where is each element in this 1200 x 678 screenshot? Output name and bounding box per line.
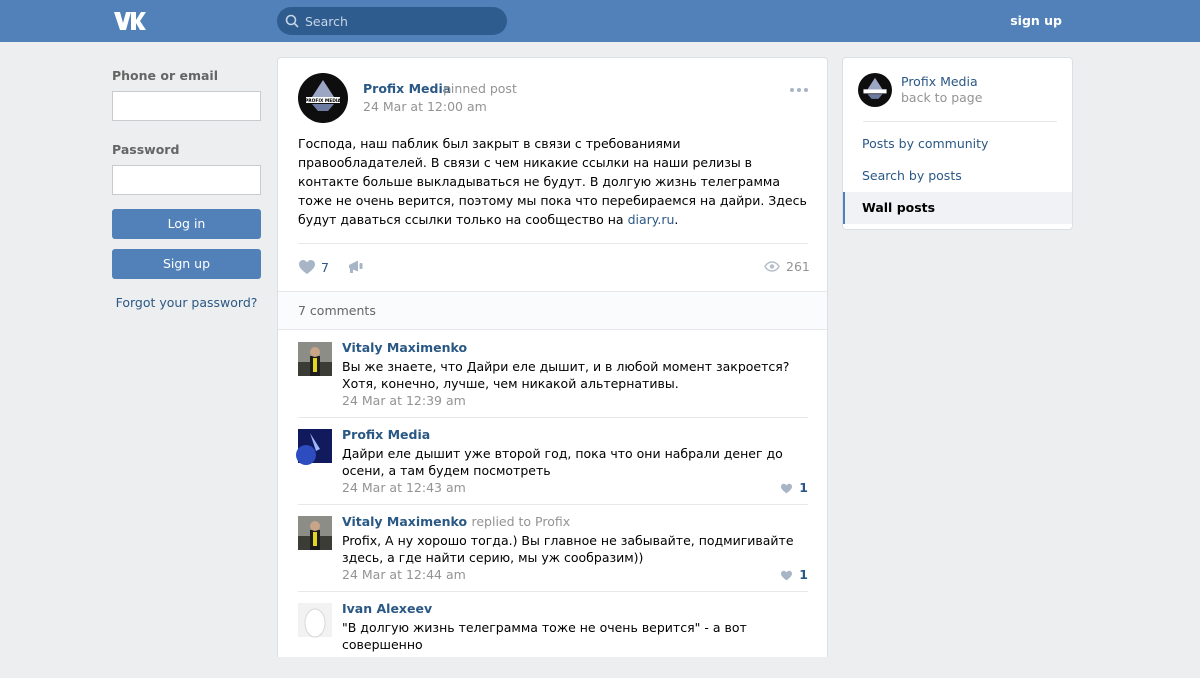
comment-author[interactable]: Profix Media bbox=[342, 427, 431, 442]
profix-logo-icon bbox=[298, 73, 348, 123]
views-icon bbox=[764, 261, 780, 272]
comment-avatar[interactable] bbox=[298, 516, 332, 550]
post-author[interactable]: Profix Media bbox=[363, 81, 452, 96]
comment-text: Дайри еле дышит уже второй год, пока что они набрали денег до осени, а там будем посмотреть bbox=[342, 446, 783, 478]
comment-item bbox=[298, 330, 808, 417]
pinned-label: pinned post bbox=[443, 81, 517, 96]
comment-text: "В долгую жизнь телеграмма тоже не очень верится" - а вот совершенно bbox=[342, 620, 747, 652]
more-options-icon[interactable] bbox=[789, 87, 809, 93]
comment-date[interactable]: 24 Mar at 12:44 am bbox=[342, 567, 466, 582]
forgot-password-link[interactable]: Forgot your password? bbox=[115, 295, 258, 310]
wall-post bbox=[277, 57, 828, 657]
comment-item bbox=[298, 417, 808, 504]
phone-email-field[interactable] bbox=[112, 91, 261, 121]
sidebar-divider bbox=[863, 121, 1057, 122]
sidebar-community-name[interactable]: Profix Media bbox=[901, 74, 978, 89]
like-icon bbox=[780, 570, 793, 581]
community-sidebar bbox=[842, 57, 1073, 230]
search-icon bbox=[285, 14, 299, 28]
sidebar-item-search-by-posts[interactable]: Search by posts bbox=[862, 168, 962, 183]
share-icon[interactable] bbox=[347, 259, 365, 275]
profix-logo-icon bbox=[858, 73, 892, 107]
signup-button[interactable]: Sign up bbox=[112, 249, 261, 279]
comment-item bbox=[298, 504, 808, 591]
comment-author[interactable]: Vitaly Maximenko bbox=[342, 340, 468, 355]
comment-author[interactable]: Ivan Alexeev bbox=[342, 601, 433, 616]
comment-avatar[interactable] bbox=[298, 342, 332, 376]
comment-item bbox=[298, 591, 808, 678]
login-form bbox=[112, 68, 261, 310]
comment-text: Вы же знаете, что Дайри еле дышит, и в любой момент закроется? Хотя, конечно, лучше, чем никакой альтернативы. bbox=[342, 359, 790, 391]
top-header bbox=[0, 0, 1200, 42]
sidebar-avatar[interactable] bbox=[858, 73, 892, 107]
comment-like[interactable]: 1 bbox=[780, 567, 808, 582]
like-icon bbox=[780, 483, 793, 494]
password-field[interactable] bbox=[112, 165, 261, 195]
login-button[interactable]: Log in bbox=[112, 209, 261, 239]
vk-logo-icon[interactable] bbox=[112, 10, 146, 32]
comment-avatar[interactable] bbox=[298, 429, 332, 463]
replied-to-label[interactable]: replied to Profix bbox=[471, 514, 571, 529]
comment-avatar[interactable] bbox=[298, 603, 332, 637]
avatar-logo-text: PROFIX MEDIA bbox=[305, 98, 341, 104]
like-count[interactable]: 7 bbox=[321, 260, 329, 275]
post-text: Господа, наш паблик был закрыт в связи с требованиями правообладателей. В связи с чем никакие ссылки на наши релизы в контакте больше выкладываться не будут. В долгую жизнь телеграмма тоже не очень верится, поэтому мы пока что перебираемся на дайри. Здесь будут даваться ссылки только на сообщество на diary.ru. bbox=[298, 136, 807, 227]
comment-author[interactable]: Vitaly Maximenko replied to Profix bbox=[342, 514, 571, 529]
header-signup-link[interactable]: sign up bbox=[1010, 13, 1062, 28]
search-input[interactable] bbox=[305, 7, 500, 35]
comment-like[interactable]: 1 bbox=[780, 480, 808, 495]
comment-date[interactable]: 24 Mar at 12:39 am bbox=[342, 393, 466, 408]
phone-label: Phone or email bbox=[112, 68, 218, 83]
comment-text: Profix, А ну хорошо тогда.) Вы главное не забывайте, подмигивайте здесь, а где найти серию, мы уж сообразим)) bbox=[342, 533, 794, 565]
back-to-page-link[interactable]: back to page bbox=[901, 90, 983, 105]
diary-link[interactable]: diary.ru bbox=[627, 212, 675, 227]
post-date[interactable]: 24 Mar at 12:00 am bbox=[363, 99, 487, 114]
views-count: 261 bbox=[786, 259, 810, 274]
comments-header bbox=[278, 291, 827, 330]
sidebar-item-wall-posts[interactable]: Wall posts bbox=[843, 192, 1072, 224]
search-box[interactable] bbox=[277, 7, 507, 35]
post-divider bbox=[298, 243, 808, 244]
comment-date[interactable]: 24 Mar at 12:43 am bbox=[342, 480, 466, 495]
post-avatar[interactable] bbox=[298, 73, 348, 123]
like-icon[interactable] bbox=[298, 259, 316, 275]
password-label: Password bbox=[112, 142, 180, 157]
comments-count[interactable]: 7 comments bbox=[298, 303, 376, 318]
sidebar-item-posts-by-community[interactable]: Posts by community bbox=[862, 136, 989, 151]
